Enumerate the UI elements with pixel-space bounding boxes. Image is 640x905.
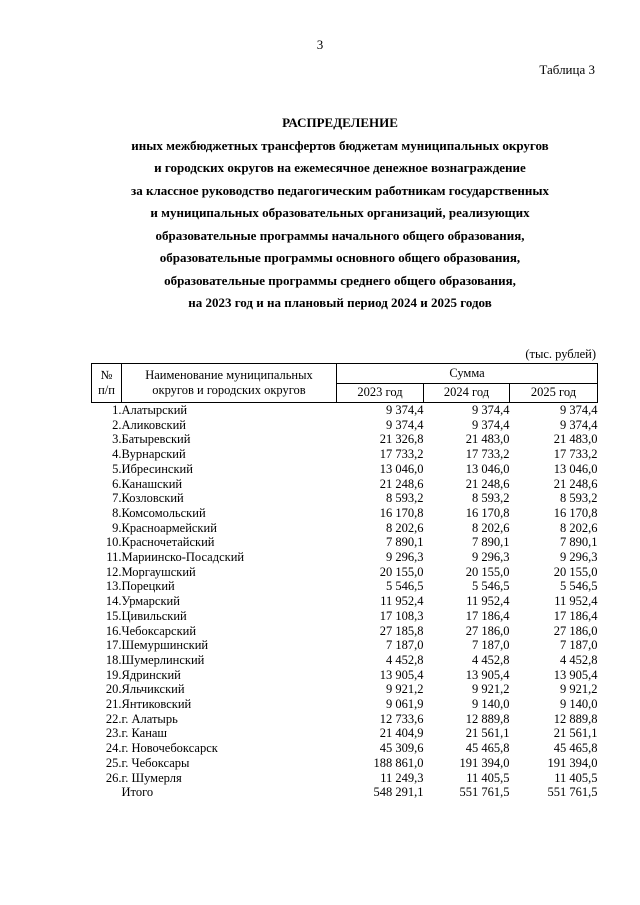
- value-2025: 17 733,2: [553, 447, 598, 462]
- value-2025: 45 465,8: [553, 741, 598, 756]
- table-row: [92, 550, 598, 565]
- row-number: 6.: [112, 476, 122, 491]
- value-2023: 9 296,3: [386, 550, 424, 565]
- value-2023: 7 187,0: [386, 638, 424, 653]
- value-2024: 7 187,0: [472, 638, 510, 653]
- row-name: Красноармейский: [121, 520, 217, 535]
- value-2024: 45 465,8: [465, 741, 510, 756]
- table-row: [92, 638, 598, 653]
- value-2025: 16 170,8: [553, 505, 598, 520]
- row-name: Аликовский: [121, 417, 186, 432]
- row-name: Канашский: [121, 476, 183, 491]
- table-row: [92, 491, 598, 506]
- row-name: Козловский: [121, 491, 184, 506]
- header-name: [122, 364, 337, 403]
- row-number: 21.: [105, 697, 122, 712]
- row-number: 16.: [105, 623, 122, 638]
- header-number-line2: п/п: [98, 383, 115, 397]
- value-2024: 17 733,2: [465, 447, 510, 462]
- value-2025: 9 296,3: [560, 550, 598, 565]
- title-line: образовательные программы среднего общего образования,: [164, 272, 516, 288]
- value-2025: 11 952,4: [554, 594, 598, 609]
- units-label: (тыс. рублей): [525, 347, 596, 361]
- value-2025: 7 890,1: [560, 535, 598, 550]
- row-name: г. Шумерля: [121, 770, 182, 785]
- row-number: 3.: [112, 432, 122, 447]
- table-row: [92, 771, 598, 786]
- row-name: Комсомольский: [121, 505, 206, 520]
- title-line: иных межбюджетных трансфертов бюджетам муниципальных округов: [131, 137, 549, 153]
- value-2023: 13 905,4: [379, 667, 424, 682]
- value-2024: 4 452,8: [472, 652, 510, 667]
- row-number: 13.: [105, 579, 122, 594]
- row-number: 5.: [112, 461, 122, 476]
- row-name: Моргаушский: [121, 564, 196, 579]
- value-2025: 12 889,8: [553, 711, 598, 726]
- title-line: и городских округов на ежемесячное денежное вознаграждение: [154, 160, 526, 175]
- header-sum: Сумма: [337, 364, 598, 384]
- title-line: на 2023 год и на плановый период 2024 и 2025 годов: [188, 295, 492, 310]
- value-2024: 191 394,0: [459, 755, 510, 770]
- row-number: 4.: [112, 447, 122, 462]
- value-2024: 12 889,8: [465, 711, 510, 726]
- table-row: [92, 624, 598, 639]
- value-2023: 7 890,1: [386, 535, 424, 550]
- row-name: Красночетайский: [121, 535, 215, 550]
- header-year-2024: 2024 год: [424, 383, 510, 403]
- row-number: 26.: [105, 770, 122, 785]
- value-2023: 12 733,6: [379, 711, 424, 726]
- value-2025: 9 140,0: [560, 697, 598, 712]
- table-label: Таблица 3: [539, 62, 595, 77]
- table-row: [92, 447, 598, 462]
- table-row: [92, 712, 598, 727]
- value-2025: 21 248,6: [553, 476, 598, 491]
- row-number: 15.: [105, 608, 122, 623]
- row-name: Урмарский: [121, 594, 180, 609]
- value-2023: 45 309,6: [379, 741, 424, 756]
- row-number: 2.: [112, 417, 122, 432]
- value-2024: 11 952,4: [466, 594, 510, 609]
- value-2024: 21 483,0: [465, 432, 510, 447]
- value-2025: 9 374,4: [560, 403, 598, 417]
- table-row: [92, 403, 598, 418]
- value-2023: 9 921,2: [386, 682, 424, 697]
- row-name: г. Чебоксары: [121, 755, 190, 770]
- value-2025: 7 187,0: [560, 638, 598, 653]
- value-2025: 191 394,0: [547, 755, 598, 770]
- row-name: Вурнарский: [121, 447, 186, 462]
- row-name: г. Канаш: [121, 726, 168, 741]
- row-number: 14.: [105, 594, 122, 609]
- value-2023: 8 593,2: [386, 491, 424, 506]
- row-name: Батыревский: [121, 432, 191, 447]
- value-2023: 20 155,0: [379, 564, 424, 579]
- value-2023: 21 248,6: [379, 476, 424, 491]
- value-2025: 17 186,4: [553, 608, 598, 623]
- row-number: 22.: [105, 711, 122, 726]
- table-row: [92, 726, 598, 741]
- value-2023: 548 291,1: [373, 785, 424, 800]
- header-name-line2: округов и городских округов: [152, 383, 306, 397]
- value-2023: 9 374,4: [386, 403, 424, 417]
- value-2023: 11 952,4: [380, 594, 424, 609]
- value-2024: 21 561,1: [465, 726, 510, 741]
- row-number: 17.: [105, 638, 122, 653]
- row-name: Ибресинский: [121, 461, 193, 476]
- value-2025: 20 155,0: [553, 564, 598, 579]
- document-title: [60, 112, 620, 315]
- value-2023: 21 326,8: [379, 432, 424, 447]
- value-2024: 7 890,1: [472, 535, 510, 550]
- value-2023: 9 061,9: [386, 697, 424, 712]
- row-name: Яльчикский: [121, 682, 185, 697]
- distribution-table: [91, 363, 598, 800]
- value-2024: 27 186,0: [465, 623, 510, 638]
- row-name: Ядринский: [121, 667, 181, 682]
- value-2023: 21 404,9: [379, 726, 424, 741]
- title-line: за классное руководство педагогическим работникам государственных: [131, 182, 549, 198]
- value-2024: 21 248,6: [465, 476, 510, 491]
- value-2023: 5 546,5: [386, 579, 424, 594]
- row-name: Шумерлинский: [121, 652, 205, 667]
- value-2025: 21 483,0: [553, 432, 598, 447]
- table-row: [92, 506, 598, 521]
- value-2025: 13 905,4: [553, 667, 598, 682]
- page-number: 3: [316, 37, 324, 52]
- table-row: [92, 535, 598, 550]
- row-name: Янтиковский: [121, 697, 192, 712]
- row-number: 24.: [105, 741, 122, 756]
- table-row: [92, 653, 598, 668]
- value-2023: 11 249,3: [380, 770, 424, 785]
- row-number: 11.: [106, 550, 122, 565]
- value-2023: 9 374,4: [386, 417, 424, 432]
- row-number: 12.: [105, 564, 122, 579]
- value-2024: 9 921,2: [472, 682, 510, 697]
- value-2023: 17 733,2: [379, 447, 424, 462]
- row-name: Итого: [121, 785, 154, 800]
- title-main: РАСПРЕДЕЛЕНИЕ: [282, 115, 398, 130]
- table-row: [92, 418, 598, 433]
- table-row: [92, 682, 598, 697]
- header-number-line1: №: [100, 368, 113, 382]
- value-2024: 8 202,6: [472, 520, 510, 535]
- value-2025: 551 761,5: [547, 785, 598, 800]
- value-2024: 551 761,5: [459, 785, 510, 800]
- row-name: Порецкий: [121, 579, 175, 594]
- value-2023: 17 108,3: [379, 608, 424, 623]
- row-name: Алатырский: [121, 403, 188, 417]
- value-2024: 16 170,8: [465, 505, 510, 520]
- table-row: [92, 477, 598, 492]
- header-name-line1: Наименование муниципальных: [145, 368, 313, 382]
- value-2024: 20 155,0: [465, 564, 510, 579]
- row-number: 19.: [105, 667, 122, 682]
- total-row: [92, 785, 598, 800]
- value-2025: 21 561,1: [553, 726, 598, 741]
- value-2025: 4 452,8: [560, 652, 598, 667]
- row-number: [92, 785, 122, 800]
- header-year-2023: 2023 год: [337, 383, 424, 403]
- value-2025: 27 186,0: [553, 623, 598, 638]
- title-line: образовательные программы начального общего образования,: [155, 227, 525, 243]
- value-2023: 27 185,8: [379, 623, 424, 638]
- value-2024: 11 405,5: [466, 770, 510, 785]
- value-2024: 9 374,4: [472, 417, 510, 432]
- row-name: Чебоксарский: [121, 623, 197, 638]
- row-number: 10.: [105, 535, 122, 550]
- value-2025: 5 546,5: [560, 579, 598, 594]
- row-number: 1.: [112, 403, 122, 417]
- value-2025: 9 374,4: [560, 417, 598, 432]
- row-name: г. Новочебоксарск: [121, 741, 218, 756]
- value-2025: 8 593,2: [560, 491, 598, 506]
- table-row: [92, 432, 598, 447]
- row-number: 20.: [105, 682, 122, 697]
- row-number: 8.: [112, 505, 122, 520]
- value-2024: 13 905,4: [465, 667, 510, 682]
- row-number: 9.: [112, 520, 122, 535]
- title-line: образовательные программы основного общего образования,: [159, 250, 521, 265]
- value-2024: 8 593,2: [472, 491, 510, 506]
- row-number: 23.: [105, 726, 122, 741]
- value-2024: 13 046,0: [465, 461, 510, 476]
- table-row: [92, 594, 598, 609]
- table-row: [92, 609, 598, 624]
- table-row: [92, 579, 598, 594]
- header-year-2025: 2025 год: [510, 383, 598, 403]
- row-name: Цивильский: [121, 608, 187, 623]
- row-name: г. Алатырь: [121, 711, 178, 726]
- row-number: 25.: [105, 755, 122, 770]
- value-2025: 8 202,6: [560, 520, 598, 535]
- table-row: [92, 565, 598, 580]
- value-2023: 188 861,0: [373, 755, 424, 770]
- value-2024: 17 186,4: [465, 608, 510, 623]
- value-2025: 13 046,0: [553, 461, 598, 476]
- table-row: [92, 756, 598, 771]
- value-2025: 11 405,5: [554, 770, 598, 785]
- table-row: [92, 521, 598, 536]
- table-row: [92, 668, 598, 683]
- table-row: [92, 462, 598, 477]
- row-name: Мариинско-Посадский: [121, 550, 245, 565]
- value-2023: 8 202,6: [386, 520, 424, 535]
- value-2023: 13 046,0: [379, 461, 424, 476]
- value-2023: 16 170,8: [379, 505, 424, 520]
- row-number: 7.: [112, 491, 122, 506]
- row-name: Шемуршинский: [121, 638, 209, 653]
- title-line: и муниципальных образовательных организаций, реализующих: [150, 205, 530, 220]
- value-2025: 9 921,2: [560, 682, 598, 697]
- value-2023: 4 452,8: [386, 652, 424, 667]
- table-row: [92, 741, 598, 756]
- value-2024: 9 374,4: [472, 403, 510, 417]
- value-2024: 9 140,0: [472, 697, 510, 712]
- row-number: 18.: [105, 652, 122, 667]
- header-number: [92, 364, 122, 403]
- value-2024: 5 546,5: [472, 579, 510, 594]
- value-2024: 9 296,3: [472, 550, 510, 565]
- table-row: [92, 697, 598, 712]
